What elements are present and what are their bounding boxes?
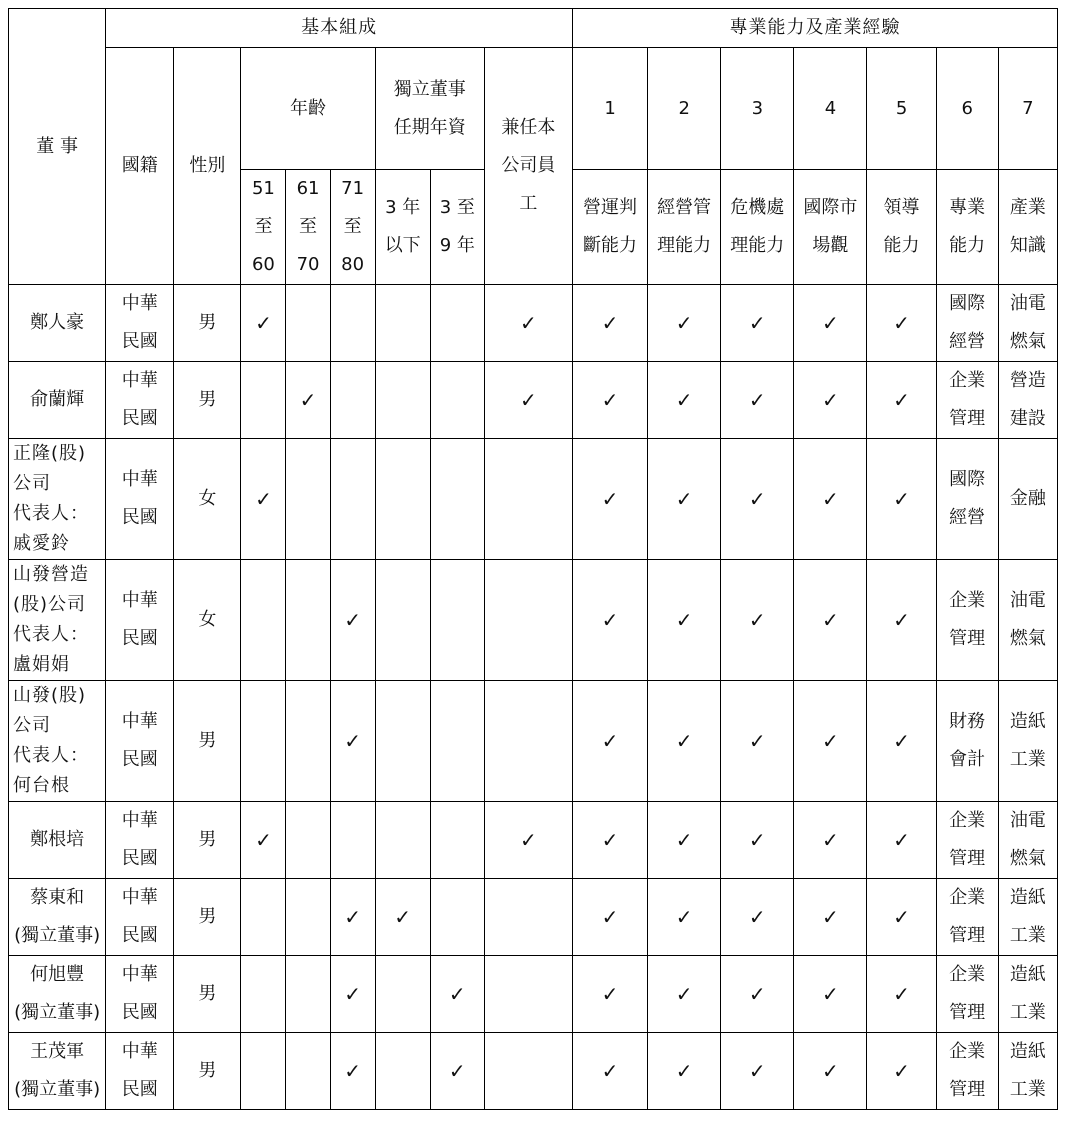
ability-2-cell: ✓ xyxy=(648,879,721,956)
age-51-60-cell: ✓ xyxy=(241,439,286,560)
director-row xyxy=(9,1033,1058,1110)
ability-3-cell: ✓ xyxy=(721,439,794,560)
gender-cell: 男 xyxy=(174,362,241,439)
age-61-70-cell: ✓ xyxy=(286,362,330,439)
header-basic-composition: 基本組成 xyxy=(106,9,573,48)
ability-4-cell: ✓ xyxy=(794,560,867,681)
director-name: 鄭人豪 xyxy=(9,285,106,362)
director-name: 鄭根培 xyxy=(9,802,106,879)
nationality-cell: 中華 民國 xyxy=(106,285,174,362)
director-row xyxy=(9,802,1058,879)
ability-1-cell: ✓ xyxy=(572,560,647,681)
age-71-80-cell xyxy=(330,802,375,879)
header-age-71-80: 71 至 80 xyxy=(330,170,375,285)
industry-knowledge-cell: 營造 建設 xyxy=(998,362,1057,439)
tenure-3-to-9-cell xyxy=(430,879,484,956)
ability-4-cell: ✓ xyxy=(794,439,867,560)
header-ability-num-6: 6 xyxy=(936,48,998,170)
age-71-80-cell: ✓ xyxy=(330,1033,375,1110)
header-ability-label-1: 營運判 斷能力 xyxy=(572,170,647,285)
age-61-70-cell xyxy=(286,285,330,362)
header-tenure-under-3: 3 年 以下 xyxy=(375,170,430,285)
header-age-51-60: 51 至 60 xyxy=(241,170,286,285)
age-61-70-cell xyxy=(286,439,330,560)
ability-2-cell: ✓ xyxy=(648,560,721,681)
industry-knowledge-cell: 油電 燃氣 xyxy=(998,285,1057,362)
age-71-80-cell: ✓ xyxy=(330,681,375,802)
age-51-60-cell xyxy=(241,956,286,1033)
age-51-60-cell xyxy=(241,560,286,681)
concurrent-employee-cell xyxy=(484,560,572,681)
ability-4-cell: ✓ xyxy=(794,802,867,879)
ability-5-cell: ✓ xyxy=(867,560,936,681)
age-71-80-cell xyxy=(330,285,375,362)
age-61-70-cell xyxy=(286,560,330,681)
director-name: 正隆(股) 公司 代表人： 戚愛鈴 xyxy=(9,439,106,560)
tenure-3-to-9-cell xyxy=(430,560,484,681)
tenure-under-3-cell xyxy=(375,1033,430,1110)
ability-4-cell: ✓ xyxy=(794,362,867,439)
professional-ability-cell: 財務 會計 xyxy=(936,681,998,802)
professional-ability-cell: 企業 管理 xyxy=(936,1033,998,1110)
age-51-60-cell xyxy=(241,362,286,439)
ability-5-cell: ✓ xyxy=(867,956,936,1033)
ability-2-cell: ✓ xyxy=(648,956,721,1033)
industry-knowledge-cell: 造紙 工業 xyxy=(998,879,1057,956)
ability-2-cell: ✓ xyxy=(648,439,721,560)
ability-4-cell: ✓ xyxy=(794,879,867,956)
director-name: 蔡東和 (獨立董事) xyxy=(9,879,106,956)
ability-3-cell: ✓ xyxy=(721,285,794,362)
gender-cell: 男 xyxy=(174,956,241,1033)
director-row xyxy=(9,362,1058,439)
age-71-80-cell: ✓ xyxy=(330,560,375,681)
age-61-70-cell xyxy=(286,879,330,956)
ability-1-cell: ✓ xyxy=(572,439,647,560)
professional-ability-cell: 企業 管理 xyxy=(936,560,998,681)
concurrent-employee-cell: ✓ xyxy=(484,362,572,439)
professional-ability-cell: 企業 管理 xyxy=(936,879,998,956)
age-51-60-cell: ✓ xyxy=(241,802,286,879)
concurrent-employee-cell: ✓ xyxy=(484,285,572,362)
ability-2-cell: ✓ xyxy=(648,1033,721,1110)
header-ability-num-4: 4 xyxy=(794,48,867,170)
professional-ability-cell: 國際 經營 xyxy=(936,439,998,560)
header-ability-num-1: 1 xyxy=(572,48,647,170)
ability-5-cell: ✓ xyxy=(867,802,936,879)
ability-2-cell: ✓ xyxy=(648,362,721,439)
header-ability-label-3: 危機處 理能力 xyxy=(721,170,794,285)
director-composition-table xyxy=(8,8,1058,1110)
age-61-70-cell xyxy=(286,681,330,802)
header-age-61-70: 61 至 70 xyxy=(286,170,330,285)
director-rows xyxy=(9,285,1058,1110)
age-61-70-cell xyxy=(286,956,330,1033)
ability-5-cell: ✓ xyxy=(867,681,936,802)
ability-1-cell: ✓ xyxy=(572,285,647,362)
nationality-cell: 中華 民國 xyxy=(106,956,174,1033)
director-row xyxy=(9,285,1058,362)
concurrent-employee-cell xyxy=(484,1033,572,1110)
director-name: 何旭豐 (獨立董事) xyxy=(9,956,106,1033)
tenure-3-to-9-cell xyxy=(430,362,484,439)
nationality-cell: 中華 民國 xyxy=(106,560,174,681)
age-51-60-cell xyxy=(241,681,286,802)
ability-1-cell: ✓ xyxy=(572,879,647,956)
director-name: 山發營造 (股)公司 代表人： 盧娟娟 xyxy=(9,560,106,681)
director-row xyxy=(9,879,1058,956)
header-ability-label-4: 國際市 場觀 xyxy=(794,170,867,285)
gender-cell: 男 xyxy=(174,879,241,956)
ability-3-cell: ✓ xyxy=(721,1033,794,1110)
tenure-under-3-cell xyxy=(375,285,430,362)
nationality-cell: 中華 民國 xyxy=(106,362,174,439)
ability-2-cell: ✓ xyxy=(648,681,721,802)
ability-5-cell: ✓ xyxy=(867,362,936,439)
ability-1-cell: ✓ xyxy=(572,956,647,1033)
ability-3-cell: ✓ xyxy=(721,879,794,956)
tenure-3-to-9-cell xyxy=(430,439,484,560)
ability-3-cell: ✓ xyxy=(721,802,794,879)
professional-ability-cell: 企業 管理 xyxy=(936,362,998,439)
ability-3-cell: ✓ xyxy=(721,560,794,681)
ability-1-cell: ✓ xyxy=(572,802,647,879)
tenure-under-3-cell: ✓ xyxy=(375,879,430,956)
ability-2-cell: ✓ xyxy=(648,802,721,879)
header-concurrent-employee: 兼任本 公司員 工 xyxy=(484,48,572,285)
nationality-cell: 中華 民國 xyxy=(106,802,174,879)
header-gender: 性別 xyxy=(174,48,241,285)
ability-4-cell: ✓ xyxy=(794,956,867,1033)
director-row xyxy=(9,560,1058,681)
header-ability-num-2: 2 xyxy=(648,48,721,170)
tenure-under-3-cell xyxy=(375,439,430,560)
header-ability-label-6: 專業 能力 xyxy=(936,170,998,285)
gender-cell: 女 xyxy=(174,560,241,681)
header-ability-num-5: 5 xyxy=(867,48,936,170)
ability-5-cell: ✓ xyxy=(867,879,936,956)
header-ability-label-5: 領導 能力 xyxy=(867,170,936,285)
industry-knowledge-cell: 造紙 工業 xyxy=(998,1033,1057,1110)
age-71-80-cell xyxy=(330,439,375,560)
header-independent-tenure: 獨立董事 任期年資 xyxy=(375,48,484,170)
tenure-under-3-cell xyxy=(375,681,430,802)
director-row xyxy=(9,439,1058,560)
ability-1-cell: ✓ xyxy=(572,362,647,439)
tenure-under-3-cell xyxy=(375,802,430,879)
tenure-3-to-9-cell: ✓ xyxy=(430,1033,484,1110)
ability-4-cell: ✓ xyxy=(794,681,867,802)
gender-cell: 男 xyxy=(174,1033,241,1110)
tenure-3-to-9-cell xyxy=(430,802,484,879)
ability-5-cell: ✓ xyxy=(867,439,936,560)
age-61-70-cell xyxy=(286,802,330,879)
tenure-3-to-9-cell xyxy=(430,681,484,802)
tenure-3-to-9-cell xyxy=(430,285,484,362)
professional-ability-cell: 企業 管理 xyxy=(936,956,998,1033)
director-name: 俞蘭輝 xyxy=(9,362,106,439)
ability-5-cell: ✓ xyxy=(867,285,936,362)
gender-cell: 男 xyxy=(174,681,241,802)
tenure-under-3-cell xyxy=(375,560,430,681)
ability-1-cell: ✓ xyxy=(572,681,647,802)
industry-knowledge-cell: 油電 燃氣 xyxy=(998,560,1057,681)
age-61-70-cell xyxy=(286,1033,330,1110)
age-51-60-cell xyxy=(241,879,286,956)
age-71-80-cell: ✓ xyxy=(330,879,375,956)
industry-knowledge-cell: 造紙 工業 xyxy=(998,956,1057,1033)
age-71-80-cell xyxy=(330,362,375,439)
ability-3-cell: ✓ xyxy=(721,362,794,439)
ability-2-cell: ✓ xyxy=(648,285,721,362)
header-nationality: 國籍 xyxy=(106,48,174,285)
industry-knowledge-cell: 金融 xyxy=(998,439,1057,560)
tenure-under-3-cell xyxy=(375,362,430,439)
professional-ability-cell: 企業 管理 xyxy=(936,802,998,879)
header-ability-label-2: 經營管 理能力 xyxy=(648,170,721,285)
nationality-cell: 中華 民國 xyxy=(106,879,174,956)
ability-5-cell: ✓ xyxy=(867,1033,936,1110)
nationality-cell: 中華 民國 xyxy=(106,681,174,802)
concurrent-employee-cell: ✓ xyxy=(484,802,572,879)
age-51-60-cell: ✓ xyxy=(241,285,286,362)
tenure-3-to-9-cell: ✓ xyxy=(430,956,484,1033)
header-ability-num-3: 3 xyxy=(721,48,794,170)
age-71-80-cell: ✓ xyxy=(330,956,375,1033)
industry-knowledge-cell: 造紙 工業 xyxy=(998,681,1057,802)
gender-cell: 男 xyxy=(174,285,241,362)
gender-cell: 男 xyxy=(174,802,241,879)
header-director: 董 事 xyxy=(9,9,106,285)
gender-cell: 女 xyxy=(174,439,241,560)
ability-3-cell: ✓ xyxy=(721,956,794,1033)
header-age: 年齡 xyxy=(241,48,375,170)
director-row xyxy=(9,681,1058,802)
header-ability-num-7: 7 xyxy=(998,48,1057,170)
header-tenure-3-to-9: 3 至 9 年 xyxy=(430,170,484,285)
director-name: 山發(股) 公司 代表人： 何台根 xyxy=(9,681,106,802)
industry-knowledge-cell: 油電 燃氣 xyxy=(998,802,1057,879)
concurrent-employee-cell xyxy=(484,956,572,1033)
ability-1-cell: ✓ xyxy=(572,1033,647,1110)
director-name: 王茂軍 (獨立董事) xyxy=(9,1033,106,1110)
tenure-under-3-cell xyxy=(375,956,430,1033)
header-ability-label-7: 產業 知識 xyxy=(998,170,1057,285)
concurrent-employee-cell xyxy=(484,879,572,956)
concurrent-employee-cell xyxy=(484,681,572,802)
header-professional-experience: 專業能力及產業經驗 xyxy=(572,9,1057,48)
age-51-60-cell xyxy=(241,1033,286,1110)
nationality-cell: 中華 民國 xyxy=(106,439,174,560)
professional-ability-cell: 國際 經營 xyxy=(936,285,998,362)
nationality-cell: 中華 民國 xyxy=(106,1033,174,1110)
ability-4-cell: ✓ xyxy=(794,285,867,362)
ability-3-cell: ✓ xyxy=(721,681,794,802)
director-row xyxy=(9,956,1058,1033)
ability-4-cell: ✓ xyxy=(794,1033,867,1110)
concurrent-employee-cell xyxy=(484,439,572,560)
